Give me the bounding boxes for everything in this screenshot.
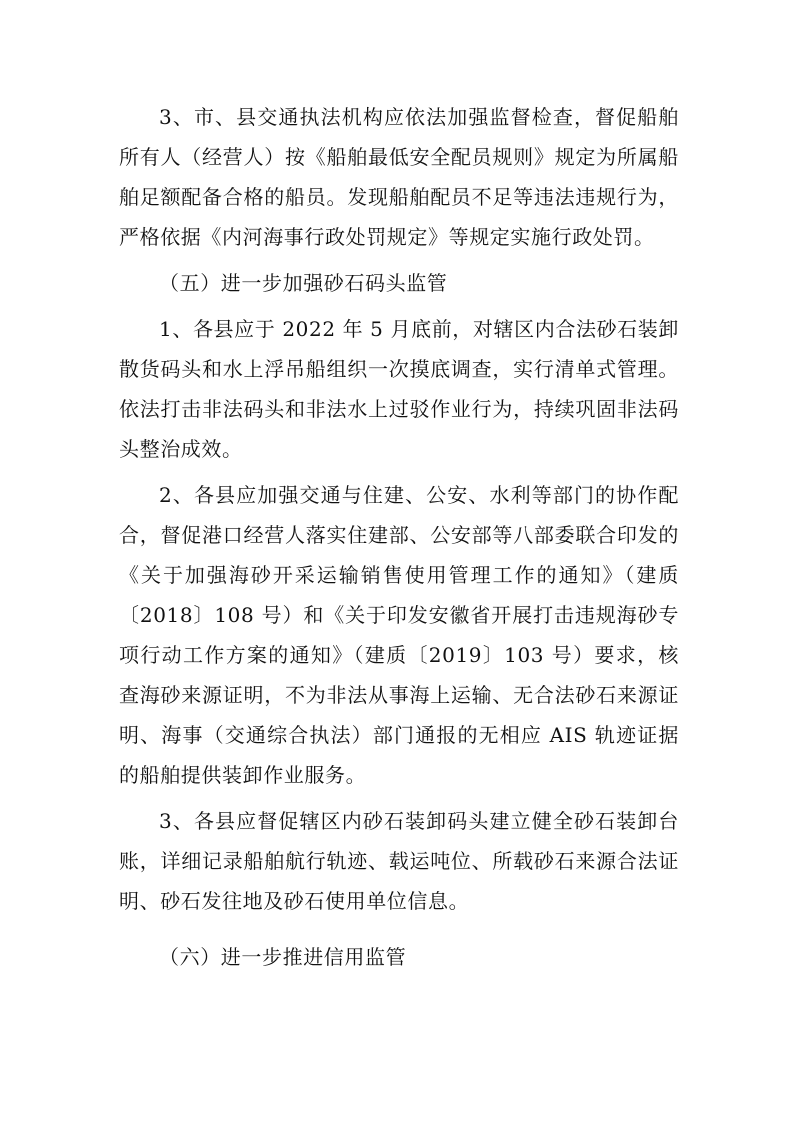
paragraph-item3-supervision: 3、市、县交通执法机构应依法加强监督检查，督促船舶所有人（经营人）按《船舶最低安全配员规则》规定为所属船舶足额配备合格的船员。发现船舶配员不足等违法违规行为，严格依据《内河海事行政处罚规定》等规定实施行政处罚。 [119,105,679,249]
document-body [119,97,679,977]
paragraph-item3-ledger: 3、各县应督促辖区内砂石装卸码头建立健全砂石装卸台账，详细记录船舶航行轨迹、载运吨位、所载砂石来源合法证明、砂石发往地及砂石使用单位信息。 [119,809,679,913]
paragraph-item1-survey: 1、各县应于 2022 年 5 月底前，对辖区内合法砂石装卸散货码头和水上浮吊船组织一次摸底调查，实行清单式管理。依法打击非法码头和非法水上过驳作业行为，持续巩固非法码头整治成效。 [119,317,679,461]
spacer [119,921,679,937]
section-heading-six: （六）进一步推进信用监管 [159,945,407,969]
section-heading-five: （五）进一步加强砂石码头监管 [159,271,448,295]
paragraph-item2-coordination: 2、各县应加强交通与住建、公安、水利等部门的协作配合，督促港口经营人落实住建部、公安部等八部委联合印发的《关于加强海砂开采运输销售使用管理工作的通知》（建质〔2018〕108 号）和《关于印发安徽省开展打击违规海砂专项行动工作方案的通知》（建质〔2019〕103 号）要求，核查海砂来源证明，不为非法从事海上运输、无合法砂石来源证明、海事（交通综合执法）部门通报的无相应 AIS 轨迹证据的船舶提供装卸作业服务。 [119,483,679,787]
